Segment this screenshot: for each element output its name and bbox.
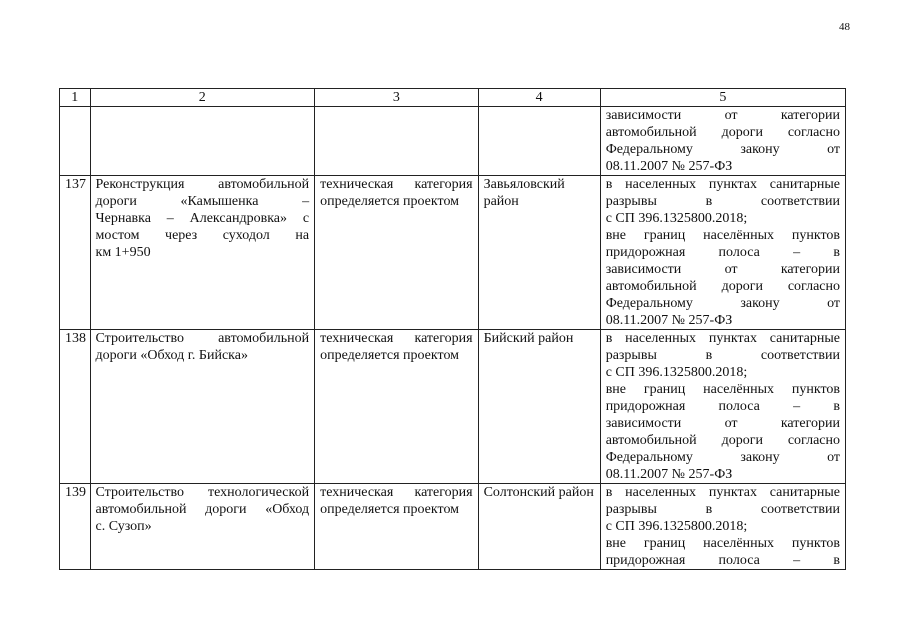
table-row (60, 330, 846, 484)
category-cell (315, 330, 479, 484)
zone-text-line: 08.11.2007 № 257-ФЗ (605, 467, 733, 482)
district-text-line: Бийский район (483, 331, 574, 346)
zone-text-line: 08.11.2007 № 257-ФЗ (605, 159, 733, 174)
object-name-line: км 1+950 (95, 245, 151, 260)
continuation-district (478, 107, 600, 176)
zone-cell (600, 176, 845, 330)
object-name-line: Строительство технологической (95, 485, 310, 500)
zone-cell (600, 484, 845, 570)
object-name-line: мостом через суходол на (95, 228, 310, 243)
row-number: 138 (60, 330, 91, 484)
zone-text-line: зависимости от категории (605, 262, 840, 277)
object-name-line: Чернавка – Александровка» с (95, 211, 310, 226)
object-name-line: дороги «Обход г. Бийска» (95, 348, 248, 363)
category-text-line: определяется проектом (320, 194, 460, 209)
category-text-line: техническая категория (320, 485, 473, 500)
category-cell (315, 484, 479, 570)
district-text-line: Завьяловский (483, 177, 565, 192)
object-name-line: автомобильной дороги «Обход (95, 502, 310, 517)
zone-text-line: в населенных пунктах санитарные (605, 177, 840, 192)
object-name-line: дороги «Камышенка – (95, 194, 310, 209)
document-table (59, 88, 846, 570)
object-name-line: с. Сузоп» (95, 519, 152, 534)
zone-text-line: в населенных пунктах санитарные (605, 331, 840, 346)
zone-text-line: с СП 396.1325800.2018; (605, 211, 748, 226)
column-header-1: 1 (60, 89, 91, 107)
continuation-category (315, 107, 479, 176)
district-cell (478, 176, 600, 330)
object-name-line: Реконструкция автомобильной (95, 177, 310, 192)
row-number: 139 (60, 484, 91, 570)
column-header-4: 4 (478, 89, 600, 107)
zone-text-line: 08.11.2007 № 257-ФЗ (605, 313, 733, 328)
zone-text-line: придорожная полоса – в (605, 245, 840, 260)
column-header-3: 3 (315, 89, 479, 107)
category-text-line: техническая категория (320, 331, 473, 346)
zone-text-line: Федеральному закону от (605, 450, 840, 465)
zone-text-line: вне границ населённых пунктов (605, 382, 840, 397)
category-cell (315, 176, 479, 330)
table-header-row (60, 89, 846, 107)
district-text-line: район (483, 194, 519, 209)
district-cell (478, 484, 600, 570)
zone-text-line: придорожная полоса – в (605, 553, 840, 568)
zone-text-line: с СП 396.1325800.2018; (605, 365, 748, 380)
continuation-zone (600, 107, 845, 176)
category-text-line: определяется проектом (320, 348, 460, 363)
column-header-2: 2 (90, 89, 315, 107)
page-number: 48 (839, 21, 850, 33)
zone-cell (600, 330, 845, 484)
table-row (60, 484, 846, 570)
zone-text-line: с СП 396.1325800.2018; (605, 519, 748, 534)
continuation-name (90, 107, 315, 176)
object-name-cell (90, 176, 315, 330)
zone-text-line: в населенных пунктах санитарные (605, 485, 840, 500)
category-text-line: определяется проектом (320, 502, 460, 517)
object-name-line: Строительство автомобильной (95, 331, 310, 346)
column-header-5: 5 (600, 89, 845, 107)
table-row (60, 176, 846, 330)
continuation-row (60, 107, 846, 176)
zone-text-line: разрывы в соответствии (605, 502, 840, 517)
object-name-cell (90, 484, 315, 570)
zone-text-line: автомобильной дороги согласно (605, 433, 840, 448)
zone-text-line: вне границ населённых пунктов (605, 228, 840, 243)
zone-text-line: зависимости от категории (605, 108, 840, 123)
continuation-num (60, 107, 91, 176)
object-name-cell (90, 330, 315, 484)
district-text-line: Солтонский район (483, 485, 594, 500)
district-cell (478, 330, 600, 484)
zone-text-line: автомобильной дороги согласно (605, 279, 840, 294)
category-text-line: техническая категория (320, 177, 473, 192)
zone-text-line: зависимости от категории (605, 416, 840, 431)
zone-text-line: автомобильной дороги согласно (605, 125, 840, 140)
zone-text-line: вне границ населённых пунктов (605, 536, 840, 551)
row-number: 137 (60, 176, 91, 330)
zone-text-line: Федеральному закону от (605, 296, 840, 311)
zone-text-line: разрывы в соответствии (605, 194, 840, 209)
zone-text-line: Федеральному закону от (605, 142, 840, 157)
zone-text-line: разрывы в соответствии (605, 348, 840, 363)
zone-text-line: придорожная полоса – в (605, 399, 840, 414)
